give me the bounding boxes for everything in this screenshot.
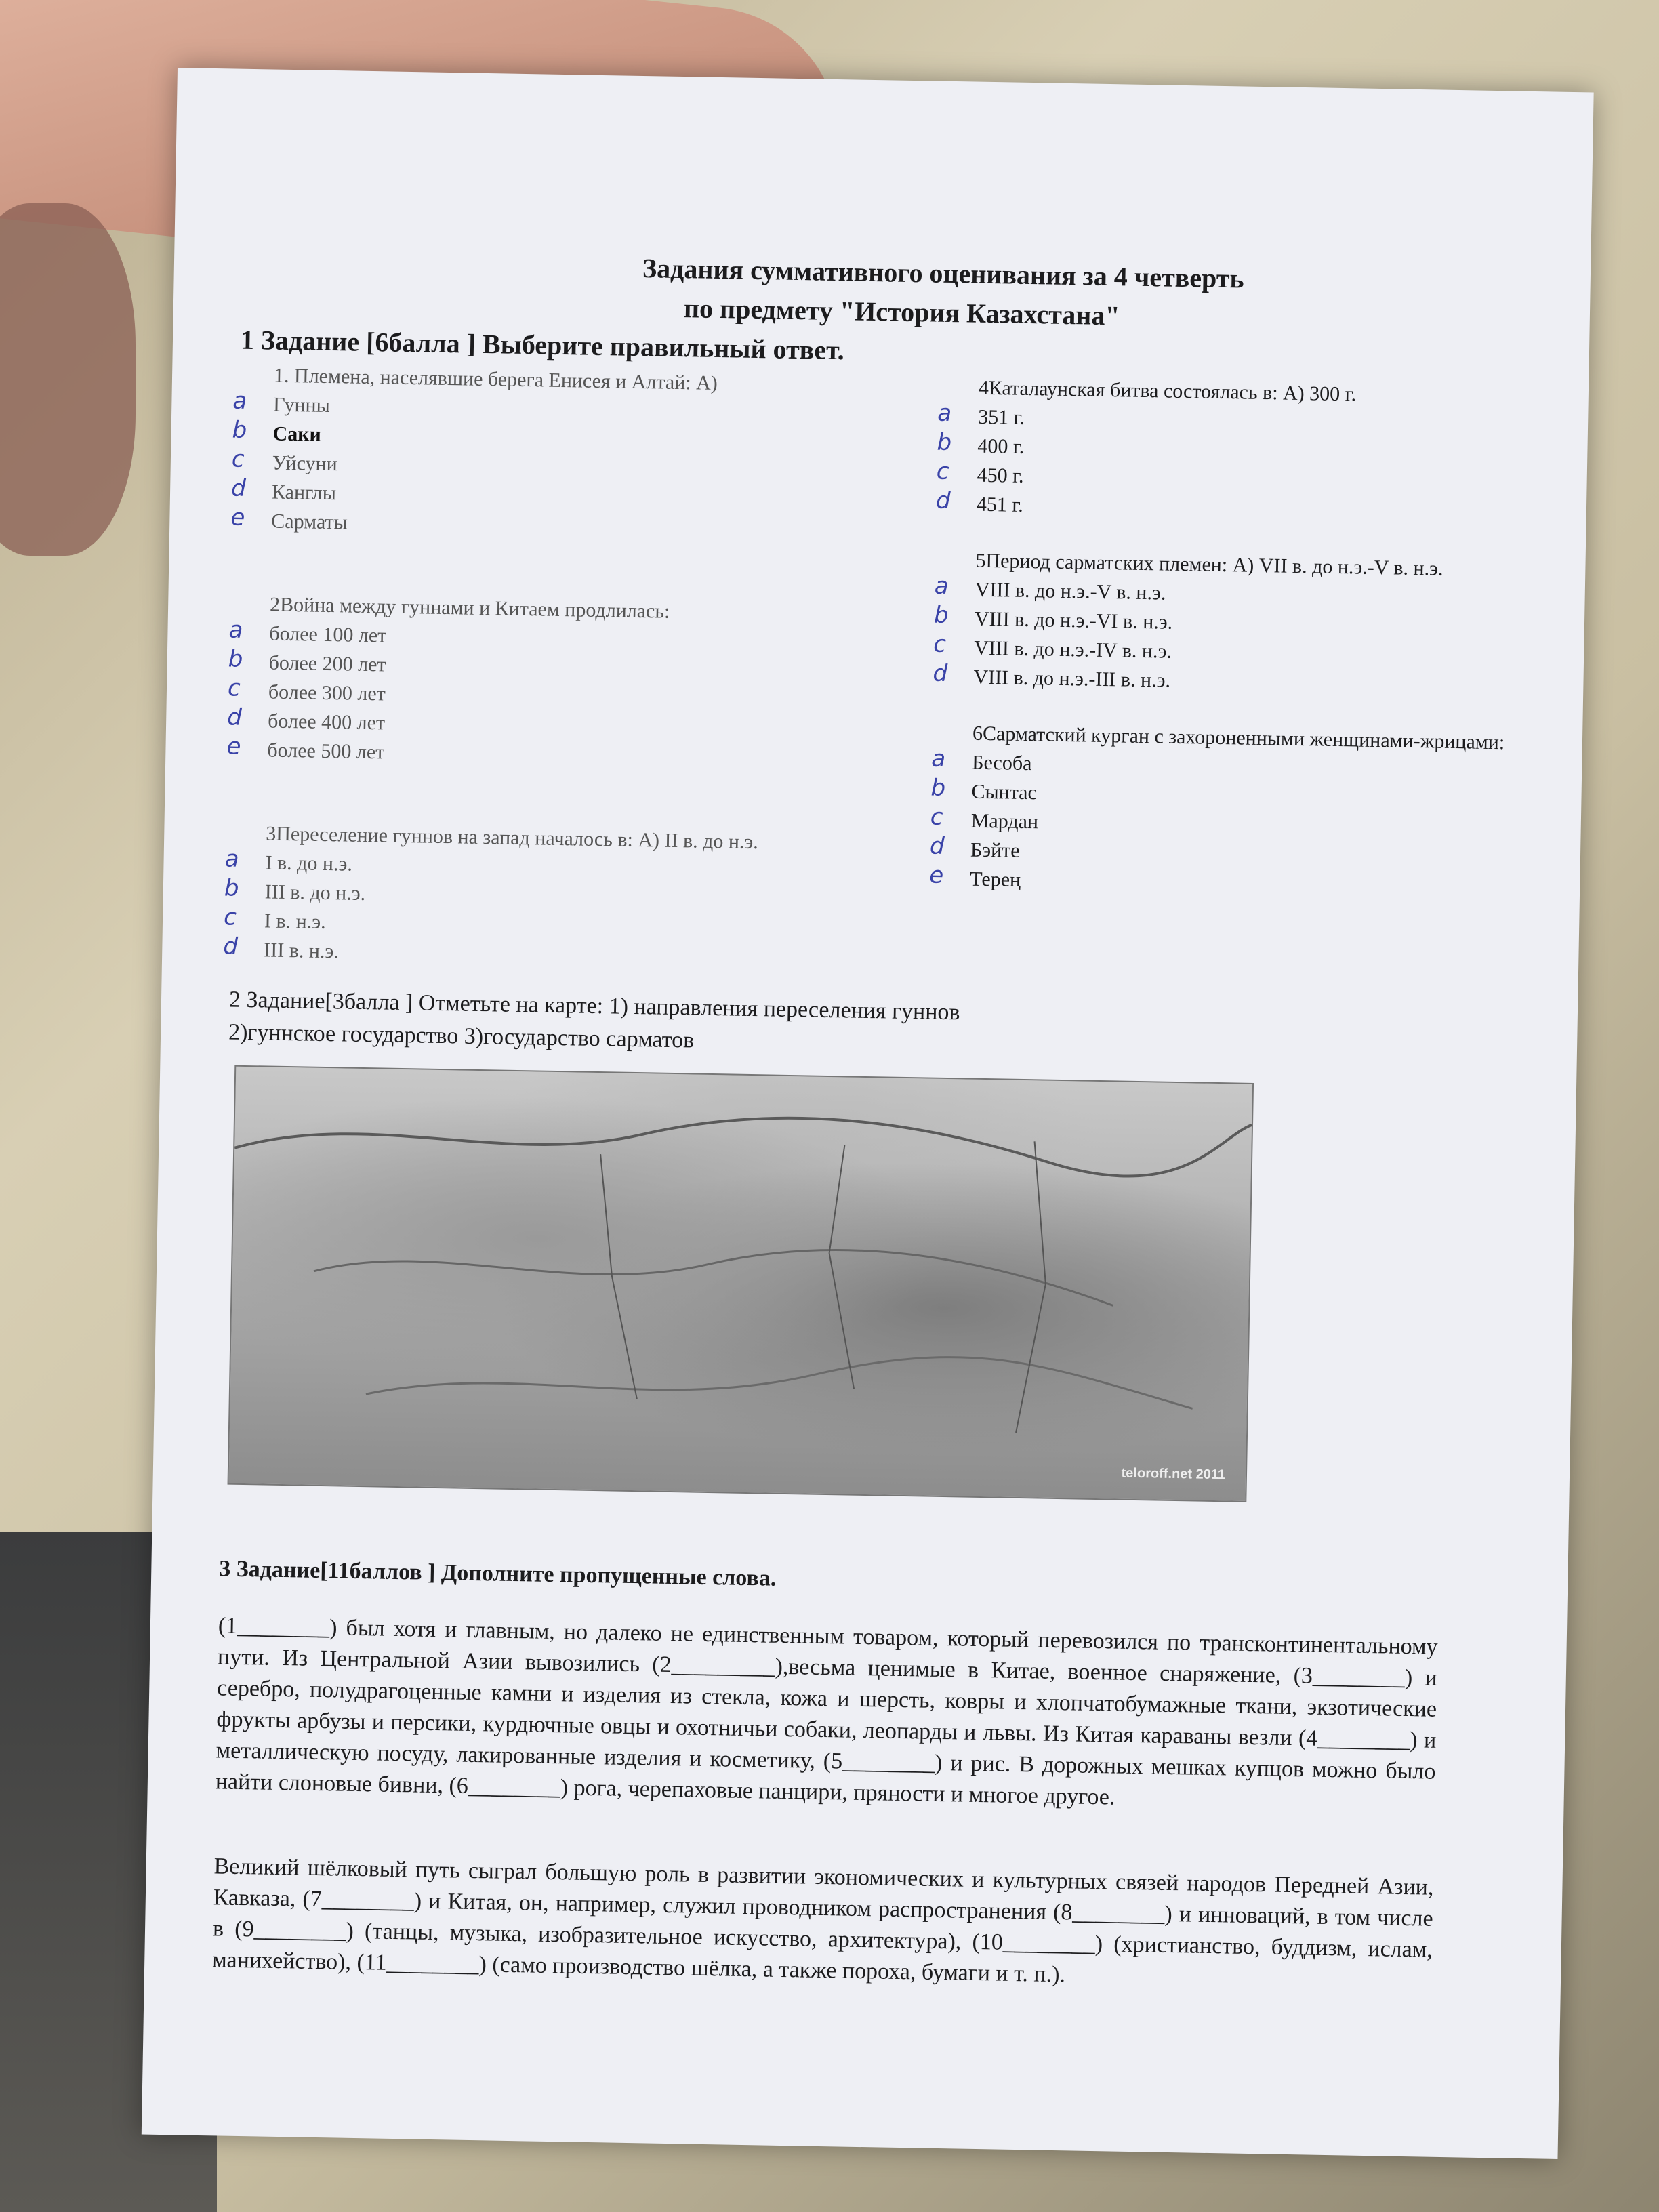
task3-heading: 3 Задание[11баллов ] Дополните пропущенные слова. <box>219 1556 777 1591</box>
q2-option-d-text: более 400 лет <box>267 710 386 735</box>
q1-option-b-handwritten-mark: b <box>232 416 247 444</box>
q2-option-b-handwritten-mark: b <box>228 645 243 673</box>
q3-option-d-handwritten-mark: d <box>223 933 239 960</box>
q2-question: 2Война между гуннами и Китаем продлилась: <box>269 593 670 623</box>
q2-option-a-text: более 100 лет <box>269 622 387 647</box>
q4-option-b-handwritten-mark: b <box>937 428 952 457</box>
q6-option-a-text: Бесоба <box>971 751 1032 775</box>
holding-wrist <box>0 203 136 556</box>
q4-question: 4Каталаунская битва состоялась в: А) 300 г. <box>978 376 1357 406</box>
q4-option-a-handwritten-mark: a <box>937 399 952 428</box>
q3-option-c-handwritten-mark: c <box>223 903 237 931</box>
q4-option-b-text: 400 г. <box>977 434 1025 458</box>
q6-option-e-handwritten-mark: e <box>929 861 944 889</box>
q5-option-d-text: VIII в. до н.э.-III в. н.э. <box>973 665 1171 692</box>
q6-option-d-handwritten-mark: d <box>929 832 945 860</box>
q1-option-c-handwritten-mark: c <box>231 445 245 473</box>
q6-option-d-text: Бэйте <box>970 838 1020 862</box>
q3-option-b-text: III в. до н.э. <box>264 880 366 905</box>
q5-option-b-handwritten-mark: b <box>933 601 949 629</box>
q6-option-c-handwritten-mark: c <box>930 803 943 831</box>
task3-paragraph1: (1________) был хотя и главным, но далеко не единственным товаром, который перевозился по трансконтинентальному пути. Из Центральной Азии вывозились (2_________),весьма ценимые в Китае, военное снаряжение, (3________) и серебро, полудрагоценные камни и изделия из стекла, кожа и шерсть, ковры и хлопчатобумажные ткани, экзотические фрукты арбузы и персики, курдючные овцы и охотничьи собаки, леопарды и львы. Из Китая караваны везли (4________) и металлическую посуду, лакированные изделия и косметику, (5________) и рис. В дорожных мешках купцов можно было найти слоновые бивни, (6________) рога, черепаховые панцири, пряности и многое другое. <box>215 1613 1438 1810</box>
q4-option-a-text: 351 г. <box>977 405 1025 429</box>
contour-map <box>228 1065 1254 1502</box>
q3-option-b-handwritten-mark: b <box>224 874 239 902</box>
q5-option-a-text: VIII в. до н.э.-V в. н.э. <box>975 578 1166 605</box>
q4-option-d-handwritten-mark: d <box>935 487 951 515</box>
q5-option-d-handwritten-mark: d <box>933 659 948 687</box>
map-credit: teloroff.net 2011 <box>1121 1465 1226 1483</box>
q2-option-e-handwritten-mark: e <box>226 733 241 760</box>
q6-option-c-text: Мардан <box>970 809 1039 834</box>
q6-option-a-handwritten-mark: a <box>931 745 946 773</box>
worksheet-subject: по предмету "История Казахстана" <box>683 293 1121 331</box>
q5-option-b-text: VIII в. до н.э.-VI в. н.э. <box>974 607 1173 634</box>
q4-option-d-text: 451 г. <box>976 493 1024 516</box>
right-column <box>929 373 1534 903</box>
worksheet-title: Задания суммативного оценивания за 4 четверть <box>642 253 1245 294</box>
q6-option-b-handwritten-mark: b <box>930 774 946 802</box>
q1-option-e-handwritten-mark: e <box>230 504 245 531</box>
q4-option-c-handwritten-mark: c <box>936 457 949 485</box>
q3-option-c-text: I в. н.э. <box>264 909 326 934</box>
q5-option-a-handwritten-mark: a <box>934 572 949 600</box>
q3-option-a-text: I в. до н.э. <box>265 851 353 876</box>
left-column <box>223 361 911 976</box>
q2-option-c-text: более 300 лет <box>268 680 386 705</box>
worksheet-paper <box>142 68 1594 2159</box>
q3-option-d-text: III в. н.э. <box>264 939 340 963</box>
q3-option-a-handwritten-mark: a <box>224 845 239 873</box>
q2-option-a-handwritten-mark: a <box>228 616 243 644</box>
q1-option-d-text: Канглы <box>271 480 337 505</box>
q2-option-d-handwritten-mark: d <box>226 703 243 731</box>
task2-block <box>228 984 1449 1070</box>
task3-paragraph2: Великий шёлковый путь сыграл большую роль в развитии экономических и культурных связей народов Передней Азии, Кавказа, (7________) и Китая, он, например, служил проводником распространения (8________) и инноваций, в том числе в (9________) (танцы, музыка, изобразительное искусство, архитектура), (10________) (христианство, буддизм, ислам, манихейство), (11________) (само производство шёлка, а также пороха, бумаги и т. п.). <box>211 1853 1434 1988</box>
q5-option-c-handwritten-mark: c <box>933 630 947 658</box>
q6-option-b-text: Сынтас <box>971 780 1038 804</box>
q6-option-e-text: Терең <box>969 867 1021 891</box>
task2-line2: 2)гуннское государство 3)государство сарматов <box>228 1019 695 1053</box>
q1-option-b-text: Саки <box>272 422 322 446</box>
q2-option-e-text: более 500 лет <box>267 739 385 764</box>
q1-option-a-text: Гунны <box>273 393 331 417</box>
map-borders-graphic <box>229 1067 1253 1501</box>
q1-option-d-handwritten-mark: d <box>230 474 247 502</box>
q1-option-e-text: Сарматы <box>271 510 348 534</box>
q4-option-c-text: 450 г. <box>977 464 1024 487</box>
task2-line1: 2 Задание[3балла ] Отметьте на карте: 1) направления переселения гуннов <box>228 987 960 1025</box>
q6-question: 6Сарматский курган с захороненными женщинами-жрицами: <box>972 722 1505 754</box>
task1-heading: 1 Задание [6балла ] Выберите правильный ответ. <box>240 324 845 366</box>
q5-question: 5Период сарматских племен: А) VII в. до н.э.-V в. н.э. <box>975 549 1443 580</box>
q1-option-a-handwritten-mark: a <box>232 387 247 415</box>
q3-question: 3Переселение гуннов на запад началось в: А) II в. до н.э. <box>266 822 759 854</box>
q5-option-c-text: VIII в. до н.э.-IV в. н.э. <box>973 636 1172 663</box>
q2-option-c-handwritten-mark: c <box>227 674 241 702</box>
q1-option-c-text: Уйсуни <box>272 451 337 476</box>
q1-question: 1. Племена, населявшие берега Енисея и Алтай: А) <box>273 364 718 394</box>
q2-option-b-text: более 200 лет <box>268 651 386 676</box>
